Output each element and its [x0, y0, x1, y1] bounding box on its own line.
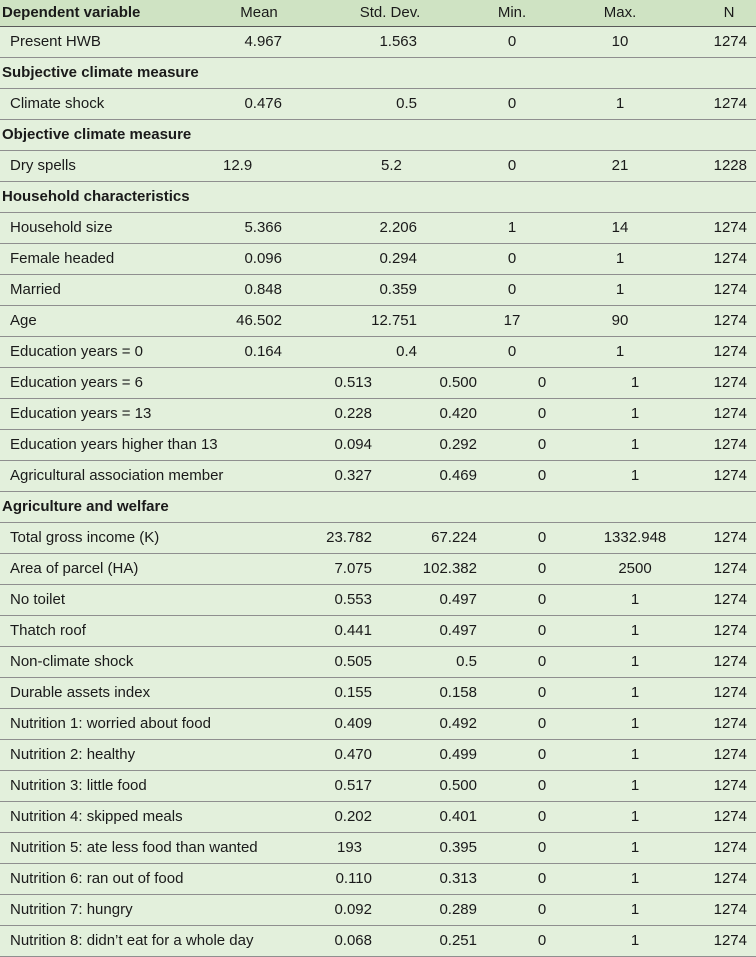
variable-label: Dry spells [10, 157, 76, 174]
variable-label: Nutrition 2: healthy [10, 746, 136, 763]
variable-label: Nutrition 5: ate less food than wanted [10, 839, 258, 856]
min-cell: 0 [507, 95, 517, 112]
min-cell: 0 [537, 622, 547, 639]
n-cell: 1274 [713, 808, 747, 825]
max-cell: 10 [611, 33, 629, 50]
std-cell: 0.420 [439, 405, 477, 422]
variable-label: Nutrition 8: didn’t eat for a whole day [10, 932, 254, 949]
table-row [0, 740, 756, 771]
table-row [0, 27, 756, 58]
min-cell: 17 [503, 312, 521, 329]
max-cell: 1 [630, 715, 640, 732]
header-min: Min. [497, 4, 527, 21]
table-row [0, 895, 756, 926]
table-header [0, 0, 756, 27]
n-cell: 1274 [713, 529, 747, 546]
n-cell: 1274 [713, 281, 747, 298]
variable-label: Nutrition 1: worried about food [10, 715, 211, 732]
variable-label: Nutrition 4: skipped meals [10, 808, 183, 825]
mean-cell: 0.441 [334, 622, 372, 639]
max-cell: 1 [630, 839, 640, 856]
std-cell: 12.751 [371, 312, 417, 329]
min-cell: 0 [537, 932, 547, 949]
std-cell: 0.497 [439, 591, 477, 608]
mean-cell: 0.094 [334, 436, 372, 453]
min-cell: 0 [537, 560, 547, 577]
std-cell: 0.499 [439, 746, 477, 763]
std-cell: 67.224 [431, 529, 477, 546]
std-cell: 0.395 [439, 839, 477, 856]
mean-cell: 0.068 [334, 932, 372, 949]
table-row [0, 337, 756, 368]
max-cell: 1 [630, 746, 640, 763]
std-cell: 0.294 [379, 250, 417, 267]
table-row [0, 709, 756, 740]
section-header-row [0, 182, 756, 213]
n-cell: 1274 [713, 746, 747, 763]
table-row [0, 275, 756, 306]
variable-label: Household size [10, 219, 113, 236]
n-cell: 1274 [713, 560, 747, 577]
std-cell: 0.292 [439, 436, 477, 453]
variable-label: Age [10, 312, 37, 329]
table-row [0, 89, 756, 120]
mean-cell: 0.505 [334, 653, 372, 670]
mean-cell: 7.075 [334, 560, 372, 577]
max-cell: 1 [630, 808, 640, 825]
std-cell: 0.5 [456, 653, 477, 670]
variable-label: Non-climate shock [10, 653, 134, 670]
n-cell: 1274 [713, 467, 747, 484]
std-cell: 0.158 [439, 684, 477, 701]
mean-cell: 193 [337, 839, 363, 856]
max-cell: 1332.948 [603, 529, 667, 546]
min-cell: 0 [537, 591, 547, 608]
max-cell: 1 [630, 870, 640, 887]
min-cell: 0 [537, 436, 547, 453]
std-cell: 5.2 [381, 157, 402, 174]
min-cell: 0 [507, 281, 517, 298]
mean-cell: 0.096 [244, 250, 282, 267]
variable-label: Durable assets index [10, 684, 151, 701]
table-row [0, 554, 756, 585]
mean-cell: 0.202 [334, 808, 372, 825]
section-title: Agriculture and welfare [2, 498, 169, 515]
n-cell: 1274 [713, 715, 747, 732]
min-cell: 0 [507, 250, 517, 267]
std-cell: 0.289 [439, 901, 477, 918]
table-row [0, 399, 756, 430]
max-cell: 1 [630, 374, 640, 391]
section-header-row [0, 492, 756, 523]
table-row [0, 523, 756, 554]
mean-cell: 12.9 [223, 157, 253, 174]
mean-cell: 0.228 [334, 405, 372, 422]
mean-cell: 0.409 [334, 715, 372, 732]
min-cell: 0 [537, 746, 547, 763]
variable-label: Climate shock [10, 95, 105, 112]
variable-label: Education years = 13 [10, 405, 152, 422]
std-cell: 0.4 [396, 343, 417, 360]
section-header-row [0, 58, 756, 89]
max-cell: 1 [615, 343, 625, 360]
min-cell: 0 [537, 684, 547, 701]
variable-label: Nutrition 7: hungry [10, 901, 133, 918]
max-cell: 1 [630, 653, 640, 670]
std-cell: 0.251 [439, 932, 477, 949]
min-cell: 0 [507, 33, 517, 50]
max-cell: 1 [630, 932, 640, 949]
variable-label: Present HWB [10, 33, 101, 50]
n-cell: 1274 [713, 591, 747, 608]
n-cell: 1274 [713, 343, 747, 360]
std-cell: 0.500 [439, 374, 477, 391]
mean-cell: 0.110 [335, 870, 372, 887]
table-row [0, 430, 756, 461]
table-row [0, 306, 756, 337]
max-cell: 1 [615, 250, 625, 267]
variable-label: Education years = 6 [10, 374, 144, 391]
min-cell: 0 [537, 715, 547, 732]
min-cell: 0 [507, 343, 517, 360]
n-cell: 1274 [713, 932, 747, 949]
table-row [0, 151, 756, 182]
n-cell: 1274 [713, 405, 747, 422]
table-row [0, 585, 756, 616]
table-row [0, 616, 756, 647]
mean-cell: 0.092 [334, 901, 372, 918]
std-cell: 0.497 [439, 622, 477, 639]
max-cell: 1 [615, 281, 625, 298]
std-cell: 0.492 [439, 715, 477, 732]
section-header-row [0, 120, 756, 151]
header-std-dev: Std. Dev. [359, 4, 421, 21]
min-cell: 0 [537, 839, 547, 856]
variable-label: Thatch roof [10, 622, 86, 639]
header-dependent-variable: Dependent variable [2, 4, 141, 21]
section-title: Objective climate measure [2, 126, 192, 143]
n-cell: 1274 [713, 653, 747, 670]
mean-cell: 0.513 [334, 374, 372, 391]
mean-cell: 0.476 [244, 95, 282, 112]
table-row [0, 926, 756, 957]
variable-label: Female headed [10, 250, 115, 267]
table-row [0, 771, 756, 802]
n-cell: 1274 [713, 95, 747, 112]
n-cell: 1274 [713, 312, 747, 329]
mean-cell: 0.164 [244, 343, 282, 360]
min-cell: 0 [537, 467, 547, 484]
std-cell: 0.313 [439, 870, 477, 887]
std-cell: 2.206 [379, 219, 417, 236]
n-cell: 1274 [713, 901, 747, 918]
variable-label: Nutrition 3: little food [10, 777, 147, 794]
mean-cell: 23.782 [326, 529, 372, 546]
n-cell: 1274 [713, 219, 747, 236]
variable-label: Total gross income (K) [10, 529, 160, 546]
max-cell: 90 [611, 312, 629, 329]
n-cell: 1274 [713, 870, 747, 887]
max-cell: 1 [630, 622, 640, 639]
mean-cell: 5.366 [244, 219, 282, 236]
mean-cell: 46.502 [236, 312, 282, 329]
mean-cell: 0.553 [334, 591, 372, 608]
std-cell: 0.5 [396, 95, 417, 112]
section-title: Subjective climate measure [2, 64, 199, 81]
table-row [0, 833, 756, 864]
min-cell: 0 [537, 870, 547, 887]
mean-cell: 0.848 [244, 281, 282, 298]
mean-cell: 0.517 [334, 777, 372, 794]
max-cell: 1 [630, 436, 640, 453]
n-cell: 1274 [713, 684, 747, 701]
max-cell: 1 [630, 405, 640, 422]
variable-label: Agricultural association member [10, 467, 224, 484]
min-cell: 0 [537, 405, 547, 422]
std-cell: 0.401 [439, 808, 477, 825]
std-cell: 0.500 [439, 777, 477, 794]
variable-label: No toilet [10, 591, 66, 608]
header-n: N [723, 4, 735, 21]
header-mean: Mean [240, 4, 278, 21]
n-cell: 1274 [713, 436, 747, 453]
min-cell: 0 [537, 529, 547, 546]
max-cell: 1 [630, 467, 640, 484]
max-cell: 1 [630, 684, 640, 701]
variable-label: Area of parcel (HA) [10, 560, 139, 577]
max-cell: 1 [630, 591, 640, 608]
table-row [0, 368, 756, 399]
variable-label: Married [10, 281, 61, 298]
std-cell: 102.382 [422, 560, 477, 577]
std-cell: 0.359 [379, 281, 417, 298]
max-cell: 1 [615, 95, 625, 112]
max-cell: 2500 [618, 560, 652, 577]
max-cell: 14 [611, 219, 629, 236]
section-title: Household characteristics [2, 188, 190, 205]
min-cell: 0 [537, 374, 547, 391]
n-cell: 1274 [713, 622, 747, 639]
n-cell: 1274 [713, 250, 747, 267]
max-cell: 21 [611, 157, 629, 174]
table-row [0, 244, 756, 275]
n-cell: 1274 [713, 839, 747, 856]
n-cell: 1274 [713, 33, 747, 50]
n-cell: 1274 [713, 374, 747, 391]
max-cell: 1 [630, 901, 640, 918]
table-row [0, 461, 756, 492]
mean-cell: 0.470 [334, 746, 372, 763]
header-max: Max. [603, 4, 637, 21]
std-cell: 1.563 [379, 33, 417, 50]
min-cell: 0 [537, 653, 547, 670]
variable-label: Nutrition 6: ran out of food [10, 870, 184, 887]
min-cell: 1 [507, 219, 517, 236]
table-row [0, 213, 756, 244]
min-cell: 0 [537, 777, 547, 794]
variable-label: Education years = 0 [10, 343, 144, 360]
min-cell: 0 [507, 157, 517, 174]
n-cell: 1274 [713, 777, 747, 794]
table-row [0, 802, 756, 833]
mean-cell: 0.327 [334, 467, 372, 484]
mean-cell: 0.155 [334, 684, 372, 701]
std-cell: 0.469 [439, 467, 477, 484]
table-row [0, 678, 756, 709]
min-cell: 0 [537, 808, 547, 825]
mean-cell: 4.967 [244, 33, 282, 50]
max-cell: 1 [630, 777, 640, 794]
variable-label: Education years higher than 13 [10, 436, 218, 453]
table-row [0, 864, 756, 895]
table-row [0, 647, 756, 678]
min-cell: 0 [537, 901, 547, 918]
n-cell: 1228 [713, 157, 747, 174]
